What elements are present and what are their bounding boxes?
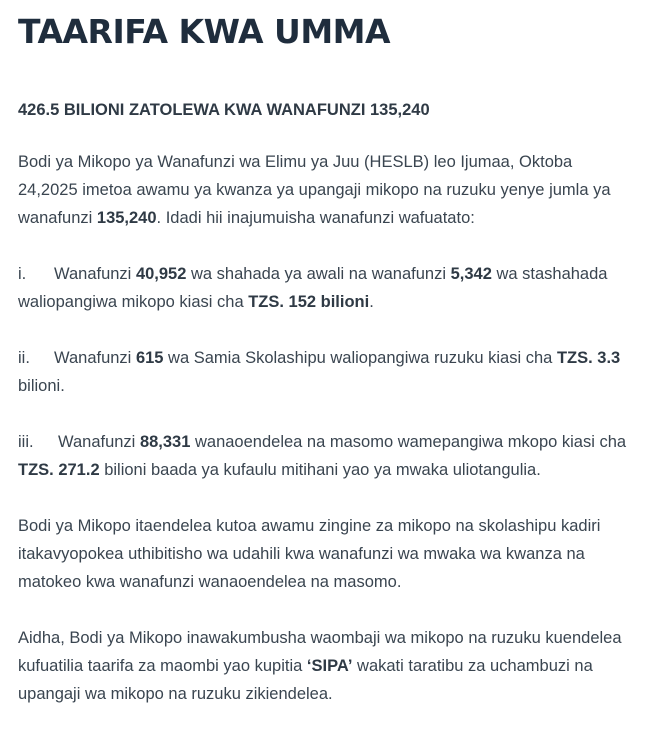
next-rounds-paragraph: Bodi ya Mikopo itaendelea kutoa awamu zingine za mikopo na skolashipu kadiri itakavyopokea uthibitisho wa udahili kwa wanafunzi wa mwaka wa kwanza na matokeo kwa wanafunzi wanaoendelea na masomo. (18, 517, 601, 591)
headline: 426.5 BILIONI ZATOLEWA KWA WANAFUNZI 135,240 (18, 101, 430, 119)
grant-amount: TZS. 3.3 (556, 349, 621, 367)
list-item-number: ii. (18, 349, 30, 367)
intro-total-students: 135,240 (96, 209, 157, 227)
list-item-text: Wanafunzi (58, 433, 140, 451)
intro-text-2: . Idadi hii inajumuisha wanafunzi wafuatato: (156, 209, 475, 227)
loan-amount: TZS. 152 bilioni (248, 293, 370, 311)
reminder-text-2: wakati taratibu za uchambuzi na upangaji wa mikopo na ruzuku zikiendelea. (18, 657, 593, 703)
list-item-text: . (369, 293, 374, 311)
intro-paragraph (18, 148, 630, 232)
degree-students-count: 40,952 (135, 265, 187, 283)
list-item-number: iii. (18, 433, 34, 451)
scholarship-students-count: 615 (135, 349, 164, 367)
intro-text-1: Bodi ya Mikopo ya Wanafunzi wa Elimu ya Juu (HESLB) leo Ijumaa, Oktoba 24,2025 imetoa awamu ya kwanza ya upangaji mikopo na ruzuku yenye jumla ya wanafunzi (18, 153, 611, 227)
list-item-text: Wanafunzi (54, 349, 136, 367)
list-item-text: wa shahada ya awali na wanafunzi (186, 265, 451, 283)
continuing-loan-amount: TZS. 271.2 (18, 461, 100, 479)
reminder-paragraph (18, 624, 630, 708)
page-title: TAARIFA KWA UMMA (18, 12, 391, 51)
diploma-students-count: 5,342 (450, 265, 492, 283)
list-item (18, 428, 630, 484)
continuing-students-count: 88,331 (139, 433, 191, 451)
list-item-text: bilioni. (18, 377, 65, 395)
sipa-system-name: ‘SIPA’ (306, 657, 353, 675)
list-item (18, 344, 630, 400)
list-item-text: Wanafunzi (54, 265, 136, 283)
list-item-text: wa Samia Skolashipu waliopangiwa ruzuku kiasi cha (163, 349, 557, 367)
list-item-text: bilioni baada ya kufaulu mitihani yao ya mwaka uliotangulia. (99, 461, 541, 479)
reminder-text-1: Aidha, Bodi ya Mikopo inawakumbusha waombaji wa mikopo na ruzuku kuendelea kufuatilia taarifa za maombi yao kupitia (18, 629, 622, 675)
list-item (18, 260, 630, 316)
list-item-number: i. (18, 265, 27, 283)
list-item-text: wanaoendelea na masomo wamepangiwa mkopo kiasi cha (190, 433, 627, 451)
list-item-text: wa stashahada waliopangiwa mikopo kiasi cha (18, 265, 608, 311)
